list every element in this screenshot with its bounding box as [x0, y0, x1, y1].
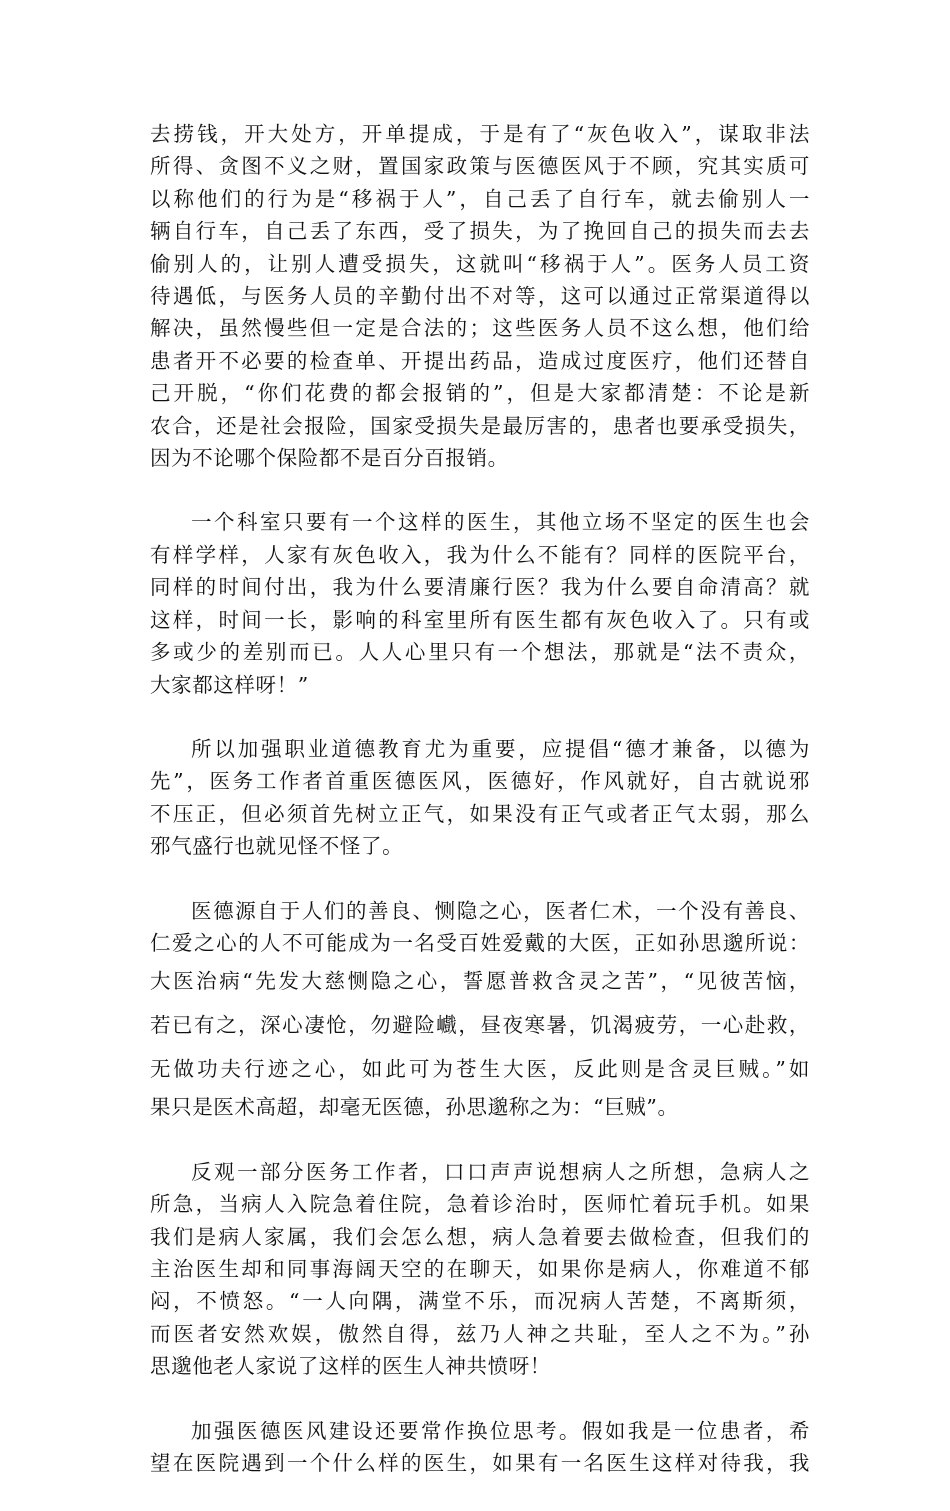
text-line: 不压正，但必须首先树立正气，如果没有正气或者正气太弱，那么 [150, 801, 810, 826]
text-line: 反观一部分医务工作者，口口声声说想病人之所想，急病人之 [191, 1159, 810, 1184]
text-line: 同样的时间付出，我为什么要清廉行医？我为什么要自命清高？就 [150, 575, 810, 600]
text-line: 若已有之，深心凄怆，勿避险巇，昼夜寒暑，饥渴疲劳，一心赴救， [150, 1013, 810, 1038]
paragraph-1 [150, 118, 810, 474]
paragraph-3 [150, 733, 810, 863]
text-line: 而医者安然欢娱，傲然自得，兹乃人神之共耻，至人之不为。”孙 [150, 1321, 810, 1346]
text-line: 闷，不愤怒。“一人向隅，满堂不乐，而况病人苦楚，不离斯须， [150, 1289, 810, 1314]
text-line: 我们是病人家属，我们会怎么想，病人急着要去做检查，但我们的 [150, 1224, 810, 1249]
text-line: 一个科室只要有一个这样的医生，其他立场不坚定的医生也会 [191, 510, 810, 535]
text-line: 以称他们的行为是“移祸于人”，自己丢了自行车，就去偷别人一 [150, 186, 810, 211]
text-line: 因为不论哪个保险都不是百分百报销。 [150, 446, 509, 471]
text-line: 加强医德医风建设还要常作换位思考。假如我是一位患者，希 [191, 1418, 810, 1443]
text-line: 患者开不必要的检查单、开提出药品，造成过度医疗，他们还替自 [150, 348, 810, 373]
document-page [150, 118, 810, 1511]
text-line: 农合，还是社会报险，国家受损失是最厉害的，患者也要承受损失， [150, 413, 810, 438]
text-line: 解决，虽然慢些但一定是合法的；这些医务人员不这么想，他们给 [150, 316, 810, 341]
text-line: 这样，时间一长，影响的科室里所有医生都有灰色收入了。只有或 [150, 607, 810, 632]
text-line: 果只是医术高超，却毫无医德，孙思邈称之为：“巨贼”。 [150, 1095, 679, 1120]
text-line: 望在医院遇到一个什么样的医生，如果有一名医生这样对待我，我 [150, 1451, 810, 1475]
text-line: 大家都这样呀！” [150, 672, 309, 697]
text-line: 所以加强职业道德教育尤为重要，应提倡“德才兼备，以德为 [191, 736, 810, 761]
text-line: 思邈他老人家说了这样的医生人神共愤呀！ [150, 1354, 551, 1379]
text-line: 多或少的差别而已。人人心里只有一个想法，那就是“法不责众， [150, 640, 810, 665]
text-line: 待遇低，与医务人员的辛勤付出不对等，这可以通过正常渠道得以 [150, 284, 810, 309]
text-line: 己开脱，“你们花费的都会报销的”，但是大家都清楚：不论是新 [150, 381, 810, 406]
text-line: 先”，医务工作者首重医德医风，医德好，作风就好，自古就说邪 [150, 769, 810, 794]
text-line: 医德源自于人们的善良、恻隐之心，医者仁术，一个没有善良、 [191, 898, 810, 923]
text-line: 大医治病“先发大慈恻隐之心，誓愿普救含灵之苦”，“见彼苦恼， [150, 969, 810, 994]
paragraph-5 [150, 1156, 810, 1383]
text-line: 主治医生却和同事海阔天空的在聊天，如果你是病人，你难道不郁 [150, 1256, 810, 1281]
text-line: 邪气盛行也就见怪不怪了。 [150, 834, 404, 859]
paragraph-4 [150, 895, 810, 1124]
paragraph-6 [150, 1415, 810, 1480]
text-line: 辆自行车，自己丢了东西，受了损失，为了挽回自己的损失而去去 [150, 219, 810, 244]
text-line: 所急，当病人入院急着住院，急着诊治时，医师忙着玩手机。如果 [150, 1192, 810, 1217]
text-line: 所得、贪图不义之财，置国家政策与医德医风于不顾，究其实质可 [150, 154, 810, 179]
text-line: 仁爱之心的人不可能成为一名受百姓爱戴的大医，正如孙思邈所说： [150, 930, 810, 955]
text-line: 无做功夫行迹之心，如此可为苍生大医，反此则是含灵巨贼。”如 [150, 1057, 810, 1082]
paragraph-2 [150, 506, 810, 700]
text-line: 去捞钱，开大处方，开单提成，于是有了“灰色收入”，谋取非法 [150, 122, 810, 146]
text-line: 偷别人的，让别人遭受损失，这就叫“移祸于人”。医务人员工资 [150, 251, 810, 276]
text-line: 有样学样，人家有灰色收入，我为什么不能有？同样的医院平台， [150, 542, 810, 567]
